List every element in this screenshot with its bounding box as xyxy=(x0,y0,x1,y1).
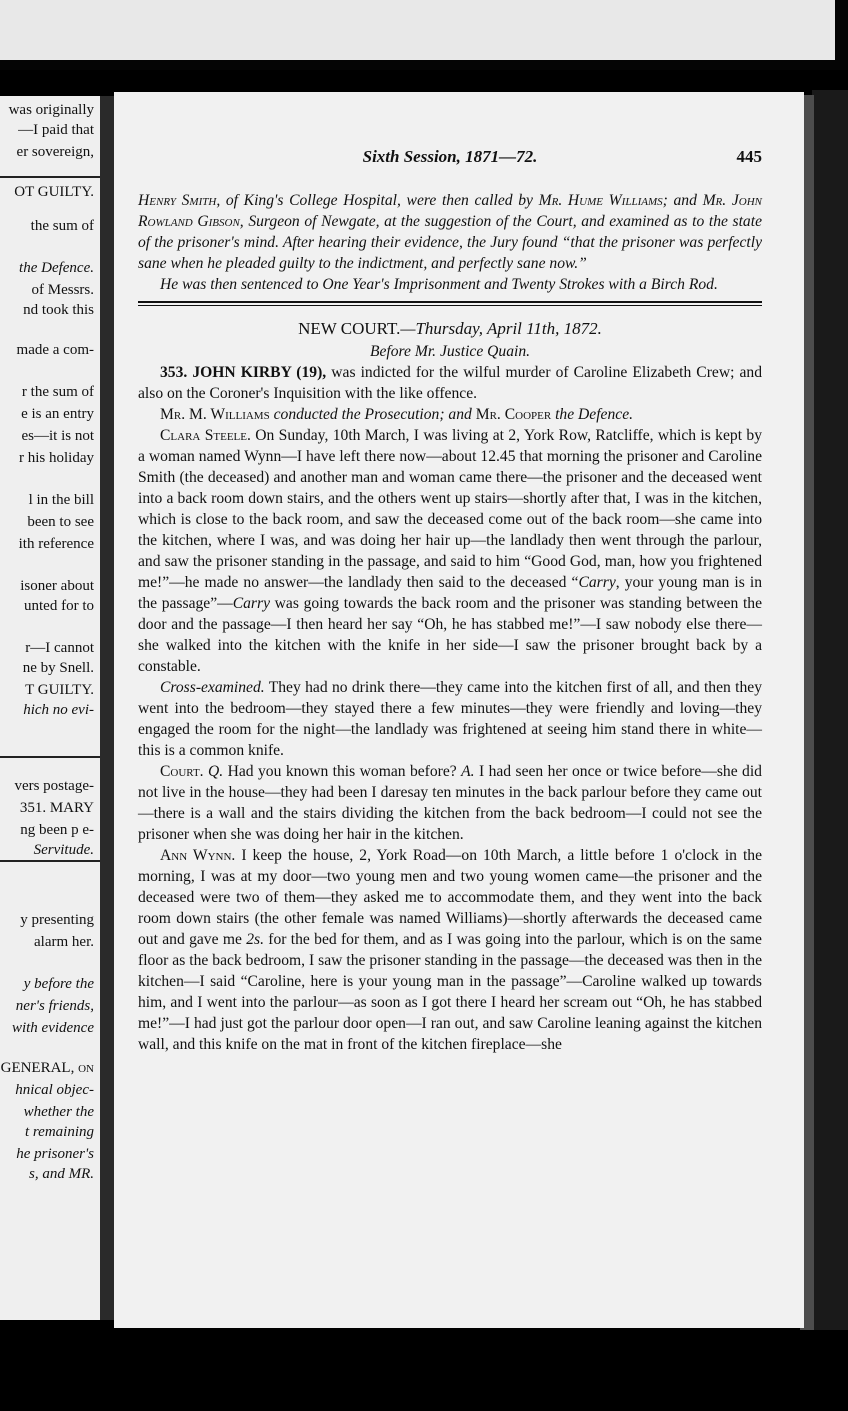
left-page-line: ner's friends, xyxy=(15,998,94,1014)
testimony-text: was going towards the back room and the prisoner was standing between the door and the passage—I then heard her say “Oh, he has stabbed me!”—I saw nobody else there—she walked into the kitchen with the knife in her side—I saw the prisoner brought back by a constable. xyxy=(138,595,762,675)
scanner-frame-top-highlight xyxy=(0,0,835,60)
left-page-line: T GUILTY. xyxy=(25,682,94,698)
left-page-line: nd took this xyxy=(23,302,94,318)
cross-examination xyxy=(138,677,762,761)
left-page-line: unted for to xyxy=(24,598,94,614)
running-head: Sixth Session, 1871—72. xyxy=(362,147,538,166)
testimony-text: for the bed for them, and as I was going into the parlour, which is on the same floor as the back bedroom, I saw the prisoner standing in the passage—the deceased was then in the kitchen—I said “Caroline, here is your young man in the passage”—Caroline walked up towards him, and I went into the parlour—as soon as I got there I heard her scream out “Oh, he has stabbed me!”—I had just got the parlour door open—I ran out, and saw Caroline leaning against the kitchen wall, and this knife on the mat in front of the kitchen fireplace—she xyxy=(138,931,762,1053)
court-label: Court. xyxy=(160,763,204,780)
court-heading xyxy=(138,318,762,339)
left-page-line: hich no evi- xyxy=(23,702,94,718)
prosecution-counsel: Mr. M. Williams xyxy=(160,406,270,423)
left-page-line: was originally xyxy=(8,102,94,118)
left-page-line: GENERAL, on xyxy=(0,1060,94,1076)
book-page xyxy=(114,92,804,1328)
counsel-conjunction: and xyxy=(448,406,476,423)
defence-role: the Defence. xyxy=(551,406,634,423)
left-page-line: t remaining xyxy=(24,1124,94,1140)
witness-name: Ann Wynn. xyxy=(160,847,236,864)
left-page-line: whether the xyxy=(23,1104,94,1120)
testimony-text: , your young man is in the passage”— xyxy=(138,574,762,612)
question-label: Q. xyxy=(208,763,224,780)
left-page-line: OT GUILTY. xyxy=(14,184,94,200)
left-page-line: made a com- xyxy=(16,342,94,358)
scanner-frame-right xyxy=(812,90,848,1330)
testimony-text: I keep the house, 2, York Road—on 10th March, a little before 1 o'clock in the morning, I was at my door—two young men and two young women came—the prisoner and the deceased were two of them—they asked me to accommodate them, and they went into the back room down stairs (the other female was named Williams)—shortly afterwards the deceased came out and gave me xyxy=(138,847,762,948)
sentence-paragraph: He was then sentenced to One Year's Imprisonment and Twenty Strokes with a Birch Rod. xyxy=(160,276,718,293)
intro-text: , Surgeon of Newgate, at the suggestion of the Court, and examined as to the state of the prisoner's mind. After hearing their evidence, the Jury found “that the prisoner was perfectly sane when he pleaded guilty to the indictment, and perfectly sane now.” xyxy=(138,213,762,272)
prosecution-role: conducted the Prosecution; xyxy=(269,406,449,423)
testimony-ann-wynn xyxy=(138,845,762,1055)
page-body xyxy=(138,190,762,1055)
left-page-line: the Defence. xyxy=(19,260,94,276)
question-text: Had you known this woman before? xyxy=(223,763,462,780)
defence-counsel: Mr. Cooper xyxy=(475,406,552,423)
answer-text: I had seen her once or twice before—she did not live in the house—they had been I daresay ten minutes in the back parlour before they came out—there is a wall and the stairs dividing the kitchen from the back bedroom—I could not see the prisoner when she was doing her hair in the kitchen. xyxy=(138,763,762,843)
left-page-line: y before the xyxy=(23,976,94,992)
left-page-line: alarm her. xyxy=(34,934,94,950)
left-page-line: ng been p e- xyxy=(20,822,94,838)
left-page-line: es—it is not xyxy=(21,428,94,444)
testimony-italic: Carry xyxy=(578,574,616,591)
court-name: NEW COURT. xyxy=(298,319,401,338)
witness-name: Clara Steele. xyxy=(160,427,251,444)
left-page-line: l in the bill xyxy=(28,492,94,508)
left-page-line: ne by Snell. xyxy=(22,660,94,676)
left-page-line: isoner about xyxy=(20,578,94,594)
counsel-paragraph xyxy=(138,404,762,425)
left-page-line: been to see xyxy=(27,514,94,530)
intro-text: , of King's College Hospital, were then called by xyxy=(216,192,539,209)
left-page-line: r—I cannot xyxy=(25,640,94,656)
testimony-clara-steele xyxy=(138,425,762,677)
book-gutter xyxy=(100,96,114,1320)
case-number: 353. JOHN KIRBY (19), xyxy=(160,364,327,381)
testimony-text: On Sunday, 10th March, I was living at 2, York Row, Ratcliffe, which is kept by a woman named Wynn—I have left there now—about 12.45 that morning the prisoner and Caroline Smith (the deceased) and another man and woman came there—the prisoner and the deceased went into a back room down stairs, and the others went up stairs—shortly after that, I was in the kitchen, which is close to the back room, and saw the deceased come out of the back room—she came into the kitchen, where I was, and was doing her hair up—the landlady then went through the parlour, and saw the prisoner standing in the passage, and said to him “Good God, man, how you frightened me!”—he made no answer—the landlady then said to the deceased “ xyxy=(138,427,762,591)
witness-name: Mr. John Rowland Gibson xyxy=(138,192,762,230)
left-page-line: with evidence xyxy=(11,1020,94,1036)
scanner-frame-bottom xyxy=(0,1330,848,1411)
testimony-text: They had no drink there—they came into the kitchen first of all, and then they went into the bedroom—they stayed there a few minutes—they were friendly and loving—they engaged the room for the night—the landlady was frightened at seeing him stand there in white—this is a common knife. xyxy=(138,679,762,759)
page-header xyxy=(138,146,762,170)
left-page-line: e is an entry xyxy=(21,406,94,422)
money-amount: 2s. xyxy=(246,931,264,948)
left-page-rule xyxy=(0,756,100,758)
previous-page-fragment xyxy=(0,96,100,1320)
left-page-line: s, and MR. xyxy=(29,1166,94,1182)
left-page-line: ith reference xyxy=(18,536,94,552)
left-page-line: he prisoner's xyxy=(16,1146,94,1162)
left-page-line: r the sum of xyxy=(21,384,94,400)
left-page-line: vers postage- xyxy=(14,778,94,794)
answer-label: A. xyxy=(461,763,475,780)
left-page-line: Servitude. xyxy=(33,842,94,858)
counsel-name: Mr. Hume Williams xyxy=(538,192,663,209)
left-page-line: of Messrs. xyxy=(31,282,94,298)
intro-text: ; and xyxy=(662,192,703,209)
witness-name: Henry Smith xyxy=(138,192,217,209)
intro-paragraph xyxy=(138,190,762,274)
left-page-line: er sovereign, xyxy=(16,144,94,160)
case-paragraph xyxy=(138,362,762,404)
left-page-line: y presenting xyxy=(20,912,94,928)
cross-label: Cross-examined. xyxy=(160,679,265,696)
page-number: 445 xyxy=(736,147,762,166)
court-question xyxy=(138,761,762,845)
left-page-line: the sum of xyxy=(30,218,94,234)
section-rule xyxy=(138,301,762,306)
left-page-rule xyxy=(0,860,100,862)
left-page-line: hnical objec- xyxy=(15,1082,94,1098)
left-page-line: —I paid that xyxy=(18,122,94,138)
court-date: —Thursday, April 11th, 1872. xyxy=(400,319,602,338)
case-charge: was indicted for the wilful murder of Caroline Elizabeth Crew; and also on the Coroner's Inquisition with the like offence. xyxy=(138,364,762,402)
left-page-line: r his holiday xyxy=(19,450,94,466)
judge-line: Before Mr. Justice Quain. xyxy=(369,343,531,360)
left-page-rule xyxy=(0,176,100,178)
left-page-line: 351. MARY xyxy=(19,800,94,816)
testimony-italic: Carry xyxy=(232,595,270,612)
